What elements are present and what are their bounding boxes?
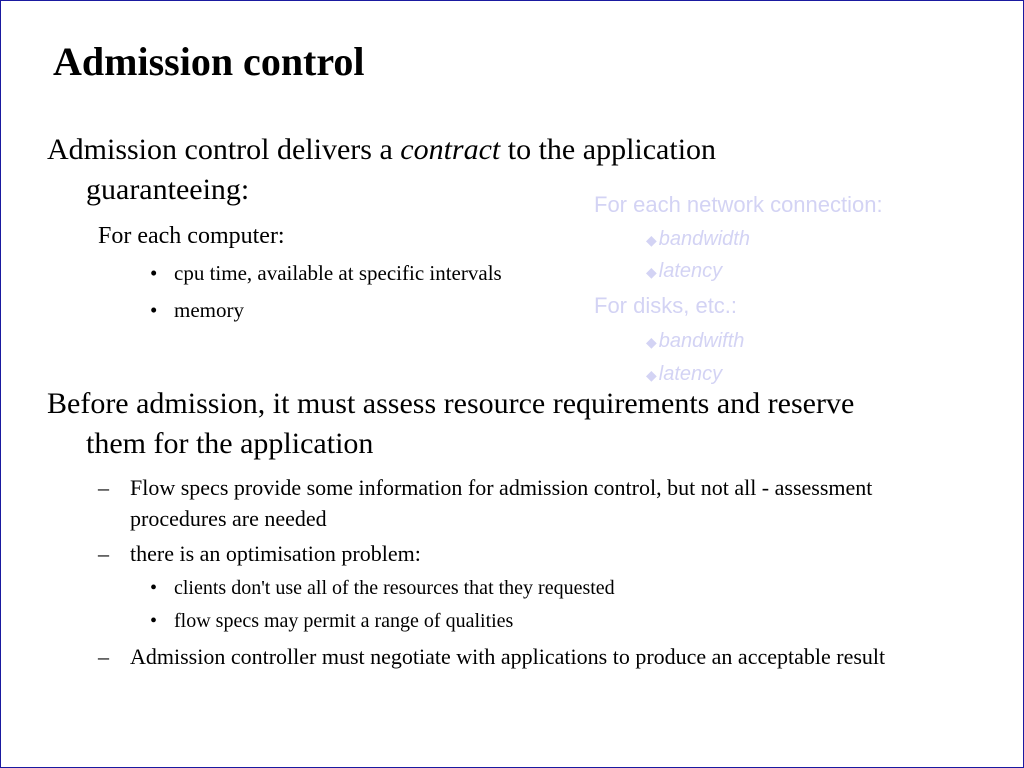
list-item (150, 297, 244, 323)
diamond-icon: ◆ (646, 367, 657, 383)
dash-item-flow-specs: Flow specs provide some information for admission control, but not all - assessment procedures are needed (130, 475, 873, 531)
network-item-bandwidth: bandwidth (658, 228, 750, 250)
network-heading: For each network connection: (594, 192, 883, 217)
disks-item-bandwidth: bandwifth (658, 330, 745, 352)
p1-after: to the application (500, 133, 717, 166)
dash-item-optimisation: there is an optimisation problem: (130, 541, 421, 566)
dash-item-negotiate: Admission controller must negotiate with applications to produce an acceptable result (130, 644, 886, 669)
list-item (646, 258, 722, 285)
slide-title: Admission control (53, 39, 365, 84)
p1-emphasis: contract (400, 133, 501, 166)
diamond-icon: ◆ (646, 334, 657, 350)
p2-line1: Before admission, it must assess resource requirements and reserve (47, 387, 855, 420)
computer-item-memory: memory (174, 298, 244, 322)
list-item (150, 260, 502, 286)
sub-item-flow-specs: flow specs may permit a range of qualities (174, 610, 514, 632)
p1-continuation: guaranteeing: (86, 173, 250, 206)
dash-icon: – (98, 541, 109, 566)
disks-heading: For disks, etc.: (594, 293, 738, 318)
list-item (646, 328, 744, 355)
list-item (150, 608, 514, 634)
list-item (646, 226, 750, 253)
p1-before: Admission control delivers a (47, 133, 401, 166)
diamond-icon: ◆ (646, 264, 657, 280)
list-item (98, 641, 918, 672)
paragraph-admission (47, 384, 987, 464)
list-item (150, 575, 615, 601)
p2-continuation: them for the application (86, 427, 374, 460)
computer-item-cpu: cpu time, available at specific intervals (174, 261, 502, 285)
dash-icon: – (98, 644, 109, 669)
bullet-icon: • (150, 298, 158, 322)
sub-item-clients: clients don't use all of the resources that they requested (174, 577, 615, 599)
dash-icon: – (98, 475, 109, 500)
diamond-icon: ◆ (646, 232, 657, 248)
bullet-icon: • (150, 261, 158, 285)
bullet-icon: • (150, 610, 158, 632)
computer-heading: For each computer: (98, 223, 285, 249)
bullet-icon: • (150, 577, 158, 599)
disks-item-latency: latency (658, 363, 723, 385)
list-item (98, 538, 918, 569)
list-item (98, 472, 918, 534)
network-item-latency: latency (658, 260, 723, 282)
